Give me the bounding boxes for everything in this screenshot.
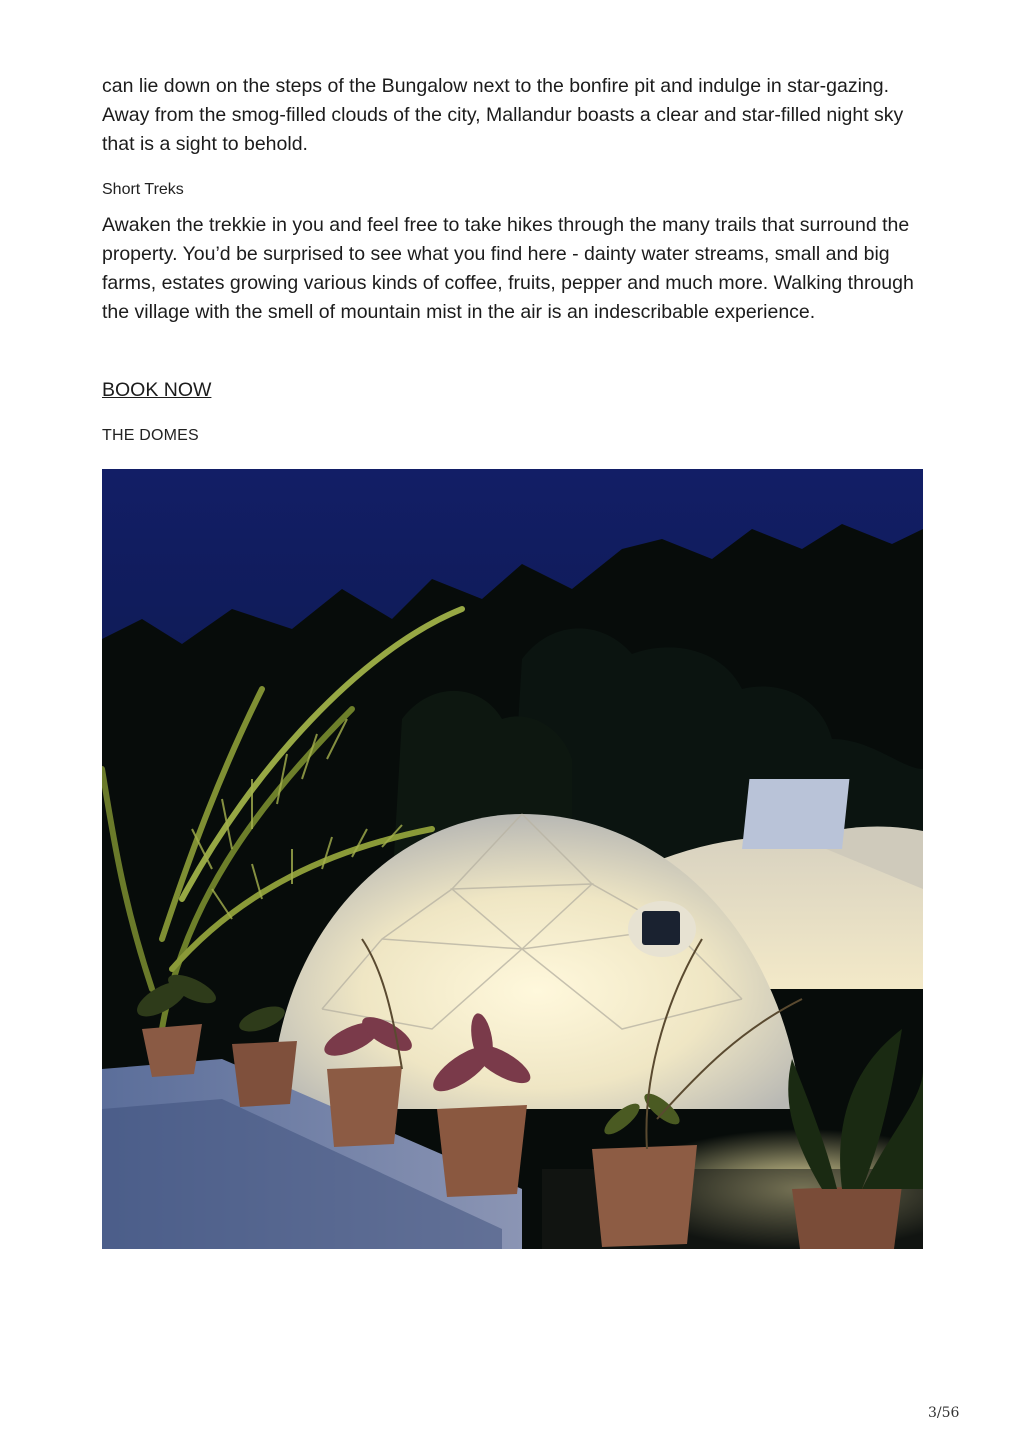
dome-window [642,911,680,945]
book-now-link[interactable]: BOOK NOW [102,379,212,401]
intro-paragraph: can lie down on the steps of the Bungalow next to the bonfire pit and indulge in star-gazing. Away from the smog-filled clouds of the city, Mallandur boasts a clear and star-filled night sky that is a sight to behold. [102,75,904,155]
domes-photo [102,469,923,1249]
domes-heading: THE DOMES [102,427,199,444]
reflective-panel [742,779,849,849]
short-treks-paragraph: Awaken the trekkie in you and feel free to take hikes through the many trails that surround the property. You’d be surprised to see what you find here - dainty water streams, small and big farms, estates growing various kinds of coffee, fruits, pepper and much more. Walking through the village with the smell of mountain mist in the air is an indescribable experience. [102,214,914,323]
page-number: 3/56 [928,1405,960,1421]
short-treks-heading: Short Treks [102,181,184,198]
